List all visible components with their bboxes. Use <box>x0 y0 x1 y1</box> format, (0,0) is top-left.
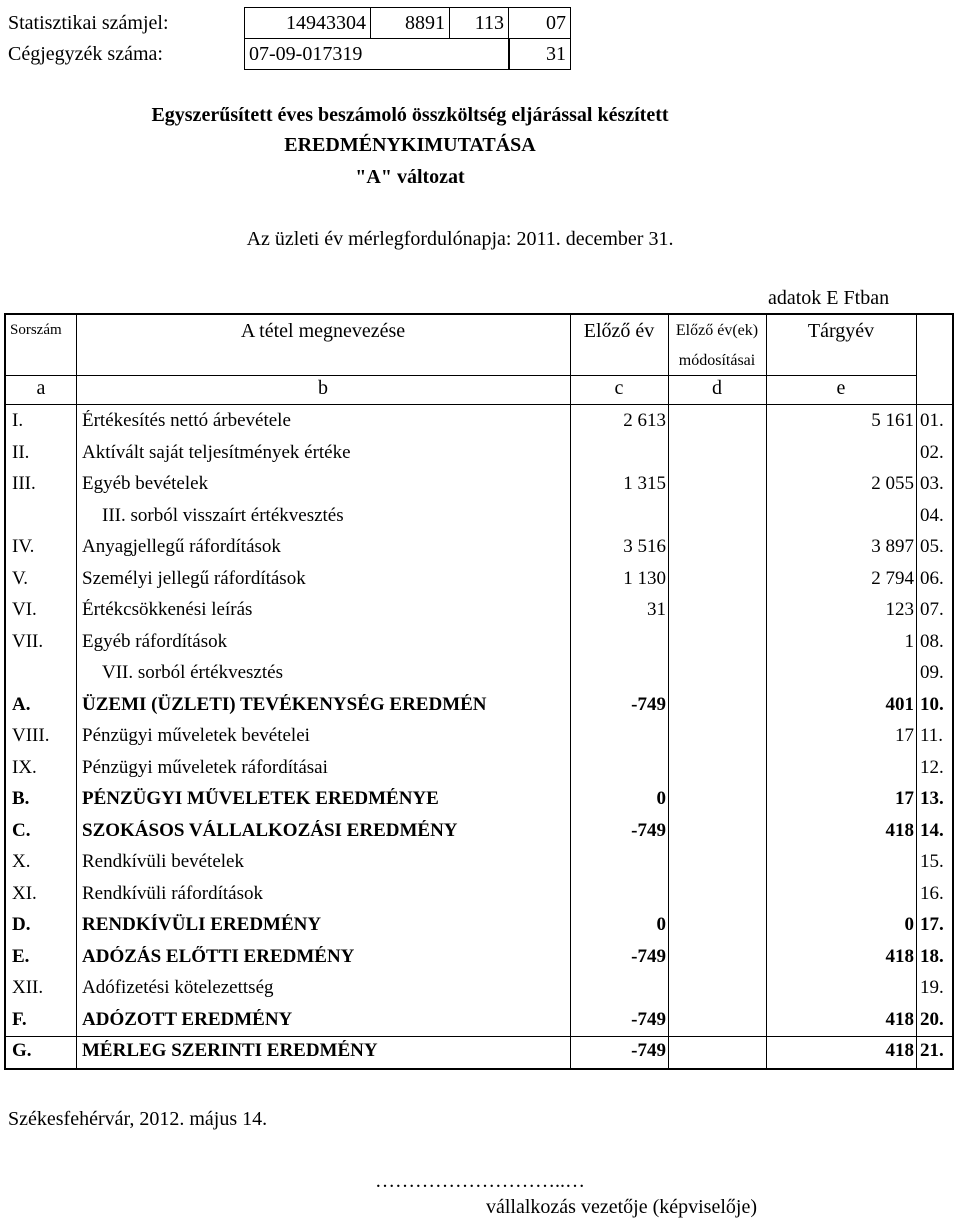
row-number: 15. <box>920 851 944 872</box>
row-label: Pénzügyi műveletek ráfordításai <box>82 756 328 778</box>
row-label: RENDKÍVÜLI EREDMÉNY <box>82 914 322 935</box>
row-current-year: 3 897 <box>871 536 914 557</box>
table-row <box>6 973 956 1003</box>
stat-box-2 <box>370 7 450 39</box>
stat-box-4 <box>508 7 571 39</box>
row-label: ADÓZÁS ELŐTTI EREDMÉNY <box>82 945 355 967</box>
row-current-year: 2 794 <box>871 567 914 589</box>
row-number: 05. <box>920 536 944 557</box>
col-header-sorszam: Sorszám <box>10 322 62 338</box>
stat-value-4: 07 <box>546 12 566 34</box>
row-label: Értékesítés nettó árbevétele <box>82 410 291 431</box>
row-number: 17. <box>920 914 944 935</box>
row-code: F. <box>12 1008 27 1030</box>
table-row <box>6 847 956 877</box>
unit-note: adatok E Ftban <box>768 287 890 309</box>
row-prev-year: -749 <box>631 1008 666 1030</box>
row-number: 14. <box>920 819 944 841</box>
row-code: VI. <box>12 599 37 620</box>
row-code: II. <box>12 441 30 463</box>
col-letter-b: b <box>318 377 328 399</box>
row-code: X. <box>12 851 31 872</box>
table-row <box>6 501 956 531</box>
row-code: V. <box>12 567 29 589</box>
stat-box-3 <box>449 7 509 39</box>
row-code: B. <box>12 788 30 809</box>
col-letter-d: d <box>712 377 722 399</box>
row-number: 09. <box>920 662 944 683</box>
row-code: IX. <box>12 756 37 778</box>
row-label: Rendkívüli ráfordítások <box>82 882 263 904</box>
row-label: Adófizetési kötelezettség <box>82 977 274 998</box>
table-row <box>6 879 956 909</box>
header-divider <box>6 375 916 376</box>
row-label: ADÓZOTT EREDMÉNY <box>82 1008 293 1030</box>
row-code: VII. <box>12 630 44 652</box>
row-current-year: 418 <box>885 1008 914 1030</box>
col-letter-c: c <box>614 377 624 399</box>
reg-box-2 <box>508 38 571 70</box>
row-code: IV. <box>12 536 35 557</box>
row-number: 08. <box>920 630 944 652</box>
row-prev-year: 2 613 <box>623 410 666 431</box>
table-row <box>6 816 956 846</box>
row-number: 21. <box>920 1040 944 1061</box>
row-label: VII. sorból értékvesztés <box>102 662 283 683</box>
balance-date: Az üzleti év mérlegfordulónapja: 2011. december 31. <box>246 228 674 250</box>
col-header-mod-1: Előző év(ek) <box>675 322 759 339</box>
reg-value-2: 31 <box>546 43 566 65</box>
reg-box-1 <box>244 38 510 70</box>
table-row <box>6 784 956 814</box>
table-row <box>6 1005 956 1035</box>
row-label: III. sorból visszaírt értékvesztés <box>102 504 344 526</box>
row-prev-year: 1 130 <box>623 567 666 589</box>
col-header-name: A tétel megnevezése <box>240 320 406 342</box>
row-number: 03. <box>920 473 944 494</box>
row-current-year: 17 <box>895 725 914 746</box>
row-current-year: 2 055 <box>871 473 914 494</box>
row-current-year: 418 <box>885 1040 914 1061</box>
col-header-current: Tárgyév <box>807 320 875 342</box>
signature-dots: ………………………..… <box>375 1170 585 1192</box>
row-label: Egyéb ráfordítások <box>82 630 228 652</box>
row-current-year: 1 <box>904 630 914 652</box>
row-code: VIII. <box>12 725 50 746</box>
row-label: Anyagjellegű ráfordítások <box>82 536 281 557</box>
row-code: I. <box>12 410 24 431</box>
row-code: G. <box>12 1040 32 1061</box>
row-current-year: 123 <box>885 599 914 620</box>
row-prev-year: 1 315 <box>623 473 666 494</box>
row-code: A. <box>12 693 31 715</box>
row-number: 20. <box>920 1008 944 1030</box>
signature-caption: vállalkozás vezetője (képviselője) <box>486 1196 757 1218</box>
row-label: Aktívált saját teljesítmények értéke <box>82 441 351 463</box>
title-line-2: EREDMÉNYKIMUTATÁSA <box>284 134 536 156</box>
col-header-prev: Előző év <box>583 320 655 342</box>
row-number: 07. <box>920 599 944 620</box>
row-prev-year: -749 <box>631 1040 666 1061</box>
col-letter-a: a <box>36 377 46 399</box>
table-row <box>6 564 956 594</box>
row-number: 01. <box>920 410 944 431</box>
table-row <box>6 532 956 562</box>
row-current-year: 5 161 <box>871 410 914 431</box>
row-number: 13. <box>920 788 944 809</box>
row-prev-year: -749 <box>631 693 666 715</box>
table-row <box>6 438 956 468</box>
stat-value-2: 8891 <box>405 12 445 34</box>
row-code: XI. <box>12 882 37 904</box>
row-number: 10. <box>920 693 944 715</box>
row-code: C. <box>12 819 31 841</box>
row-prev-year: 31 <box>647 599 666 620</box>
table-row <box>6 595 956 625</box>
table-row <box>6 627 956 657</box>
row-current-year: 418 <box>885 819 914 841</box>
stat-label: Statisztikai számjel: <box>8 12 169 34</box>
row-number: 11. <box>920 725 944 746</box>
row-prev-year: -749 <box>631 945 666 967</box>
title-line-3: "A" változat <box>355 166 465 188</box>
row-prev-year: 0 <box>656 788 666 809</box>
table-row <box>6 1036 956 1066</box>
row-code: XII. <box>12 977 44 998</box>
table-row <box>6 469 956 499</box>
table-row <box>6 721 956 751</box>
table-row <box>6 658 956 688</box>
row-label: SZOKÁSOS VÁLLALKOZÁSI EREDMÉNY <box>82 819 458 841</box>
stat-box-1 <box>244 7 371 39</box>
row-prev-year: 3 516 <box>623 536 666 557</box>
row-number: 19. <box>920 977 944 998</box>
row-number: 06. <box>920 567 944 589</box>
table-row <box>6 406 956 436</box>
table-row <box>6 942 956 972</box>
income-statement-table <box>4 313 954 1070</box>
table-row <box>6 690 956 720</box>
row-label: PÉNZÜGYI MŰVELETEK EREDMÉNYE <box>82 788 439 809</box>
row-label: Egyéb bevételek <box>82 473 209 494</box>
row-label: ÜZEMI (ÜZLETI) TEVÉKENYSÉG EREDMÉN <box>82 693 487 715</box>
row-number: 16. <box>920 882 944 904</box>
row-number: 12. <box>920 756 944 778</box>
row-number: 02. <box>920 441 944 463</box>
row-label: Rendkívüli bevételek <box>82 851 244 872</box>
row-label: Értékcsökkenési leírás <box>82 599 253 620</box>
col-letter-e: e <box>836 377 846 399</box>
row-code: D. <box>12 914 31 935</box>
row-label: MÉRLEG SZERINTI EREDMÉNY <box>82 1040 378 1061</box>
reg-label: Cégjegyzék száma: <box>8 43 163 65</box>
reg-value-1: 07-09-017319 <box>249 43 363 65</box>
row-number: 04. <box>920 504 944 526</box>
place-date: Székesfehérvár, 2012. május 14. <box>8 1108 268 1130</box>
row-current-year: 17 <box>895 788 914 809</box>
row-prev-year: -749 <box>631 819 666 841</box>
row-label: Pénzügyi műveletek bevételei <box>82 725 310 746</box>
stat-value-3: 113 <box>474 12 504 34</box>
row-prev-year: 0 <box>656 914 666 935</box>
letters-divider <box>6 404 952 405</box>
row-code: III. <box>12 473 36 494</box>
row-current-year: 418 <box>885 945 914 967</box>
title-line-1: Egyszerűsített éves beszámoló összköltség eljárással készített <box>151 104 669 126</box>
row-label: Személyi jellegű ráfordítások <box>82 567 306 589</box>
row-current-year: 0 <box>904 914 914 935</box>
row-number: 18. <box>920 945 944 967</box>
row-current-year: 401 <box>885 693 914 715</box>
table-row <box>6 753 956 783</box>
table-row <box>6 910 956 940</box>
row-code: E. <box>12 945 30 967</box>
col-header-mod-2: módosításai <box>678 352 756 369</box>
stat-value-1: 14943304 <box>286 12 366 34</box>
